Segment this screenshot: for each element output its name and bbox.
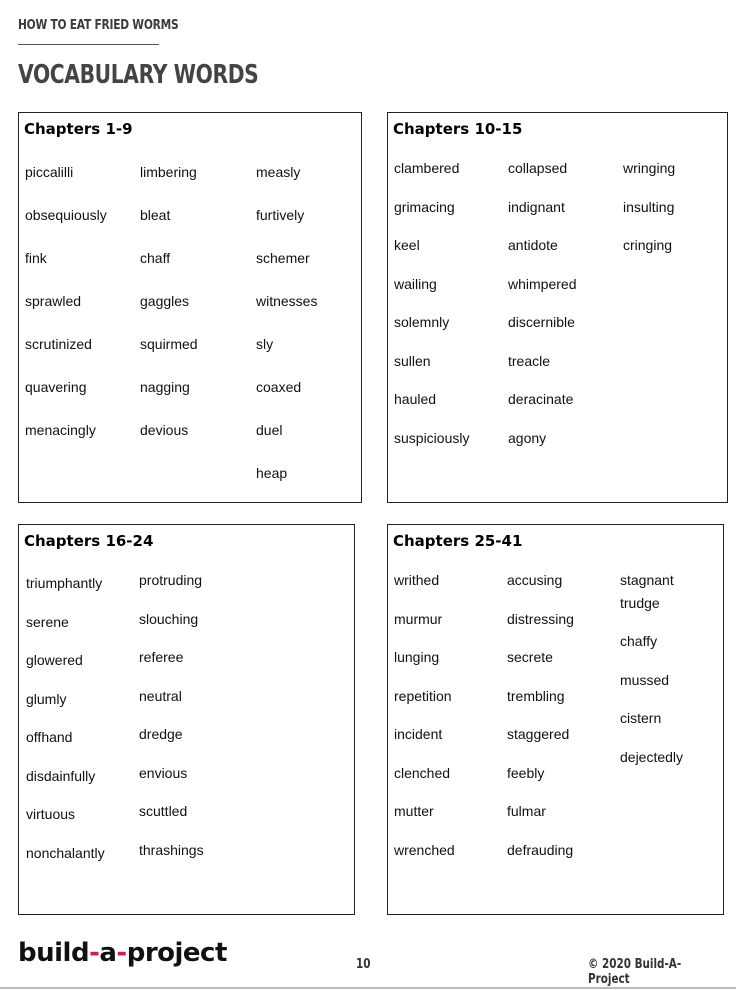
vocab-word: obsequiously bbox=[25, 207, 107, 223]
vocab-word: chaff bbox=[140, 250, 171, 266]
vocab-word: witnesses bbox=[256, 293, 318, 309]
vocab-word: gaggles bbox=[140, 293, 190, 309]
vocab-word: accusing bbox=[507, 572, 563, 588]
vocab-word: disdainfully bbox=[26, 767, 96, 784]
logo-dash: - bbox=[116, 938, 127, 968]
vocab-word: collapsed bbox=[508, 160, 568, 176]
vocab-word: grimacing bbox=[394, 198, 455, 215]
vocab-word: fulmar bbox=[507, 803, 546, 819]
vocab-word: keel bbox=[394, 237, 420, 253]
vocab-word: slouching bbox=[139, 610, 199, 627]
copyright: © 2020 Build-A-Project bbox=[588, 957, 682, 987]
vocab-word: protruding bbox=[139, 572, 203, 588]
vocab-word: secrete bbox=[507, 649, 553, 665]
section-title: Chapters 25-41 bbox=[393, 532, 523, 550]
vocab-word: serene bbox=[26, 613, 69, 630]
vocab-word: insulting bbox=[623, 198, 675, 215]
vocab-word: quavering bbox=[25, 379, 87, 395]
vocab-word: dejectedly bbox=[620, 749, 684, 765]
vocab-word: deracinate bbox=[508, 391, 574, 407]
vocab-word: sprawled bbox=[25, 293, 82, 309]
book-title: HOW TO EAT FRIED WORMS bbox=[18, 18, 179, 33]
vocab-word: solemnly bbox=[394, 314, 450, 330]
vocab-word: fink bbox=[25, 250, 47, 266]
vocab-word: devious bbox=[140, 422, 189, 438]
header-divider bbox=[18, 44, 159, 45]
vocab-word: scrutinized bbox=[25, 336, 92, 352]
vocab-word: distressing bbox=[507, 610, 574, 627]
vocab-word: furtively bbox=[256, 207, 305, 223]
vocab-word: piccalilli bbox=[25, 164, 74, 180]
vocab-word: agony bbox=[508, 429, 547, 446]
vocab-word: glowered bbox=[26, 652, 83, 668]
vocab-word: schemer bbox=[256, 250, 310, 266]
vocab-word: discernible bbox=[508, 314, 575, 330]
vocab-word: clenched bbox=[394, 764, 451, 781]
vocab-word: murmur bbox=[394, 610, 443, 627]
vocab-word: envious bbox=[139, 764, 188, 781]
logo-text: project bbox=[126, 938, 227, 968]
vocab-word: cistern bbox=[620, 710, 662, 726]
logo-dash: - bbox=[89, 938, 100, 968]
vocab-word: cringing bbox=[623, 237, 673, 253]
vocab-word: sly bbox=[256, 336, 274, 352]
vocab-word: offhand bbox=[26, 729, 73, 745]
vocab-word: suspiciously bbox=[394, 429, 470, 446]
vocab-word: measly bbox=[256, 164, 301, 180]
section-title: Chapters 1-9 bbox=[24, 120, 133, 138]
vocab-word: scuttled bbox=[139, 803, 188, 819]
vocab-word: stagnant bbox=[620, 572, 674, 588]
vocab-word: nagging bbox=[140, 379, 190, 395]
vocab-word: antidote bbox=[508, 237, 558, 253]
vocab-word: squirmed bbox=[140, 336, 198, 352]
vocab-word: indignant bbox=[508, 198, 565, 215]
vocab-word: nonchalantly bbox=[26, 844, 105, 861]
vocab-word: incident bbox=[394, 726, 443, 742]
section-chapters-16-24 bbox=[18, 524, 355, 915]
logo-text: a bbox=[99, 938, 117, 968]
vocab-word: wrenched bbox=[394, 841, 455, 858]
section-title: Chapters 10-15 bbox=[393, 120, 523, 138]
vocab-word: defrauding bbox=[507, 841, 574, 858]
vocab-word: sullen bbox=[394, 352, 431, 369]
vocab-word: thrashings bbox=[139, 841, 204, 858]
vocab-word: staggered bbox=[507, 726, 570, 742]
page-title: VOCABULARY WORDS bbox=[18, 60, 259, 90]
vocab-word: duel bbox=[256, 422, 283, 438]
vocab-word: trembling bbox=[507, 687, 565, 704]
page-number: 10 bbox=[356, 957, 371, 972]
vocab-word: repetition bbox=[394, 687, 452, 704]
vocab-word: triumphantly bbox=[26, 575, 103, 591]
vocab-word: neutral bbox=[139, 687, 182, 704]
vocab-word: whimpered bbox=[508, 275, 577, 292]
section-chapters-25-41 bbox=[387, 524, 724, 915]
vocab-word: mutter bbox=[394, 803, 434, 819]
vocab-word: writhed bbox=[394, 572, 440, 588]
build-a-project-logo bbox=[18, 938, 227, 968]
vocab-word: treacle bbox=[508, 352, 551, 369]
section-chapters-10-15 bbox=[387, 112, 728, 503]
vocab-word: wailing bbox=[394, 275, 437, 292]
vocab-word: virtuous bbox=[26, 806, 76, 822]
vocab-word: clambered bbox=[394, 160, 460, 176]
vocab-word: limbering bbox=[140, 164, 197, 180]
vocab-word: wringing bbox=[623, 160, 676, 176]
vocab-word: mussed bbox=[620, 672, 670, 688]
section-title: Chapters 16-24 bbox=[24, 532, 154, 550]
vocab-word: dredge bbox=[139, 726, 183, 742]
vocab-word: lunging bbox=[394, 649, 440, 665]
vocab-word: chaffy bbox=[620, 633, 658, 649]
vocab-word: bleat bbox=[140, 207, 171, 223]
footer-divider bbox=[0, 987, 736, 989]
vocab-word: heap bbox=[256, 465, 288, 481]
vocab-word: coaxed bbox=[256, 379, 302, 395]
logo-text: build bbox=[18, 938, 90, 968]
vocab-word: referee bbox=[139, 649, 184, 665]
vocab-word: feebly bbox=[507, 764, 545, 781]
vocab-word: hauled bbox=[394, 391, 437, 407]
vocab-word: glumly bbox=[26, 690, 67, 707]
section-chapters-1-9 bbox=[18, 112, 362, 503]
vocab-word: menacingly bbox=[25, 422, 96, 438]
vocab-word: trudge bbox=[620, 595, 660, 611]
